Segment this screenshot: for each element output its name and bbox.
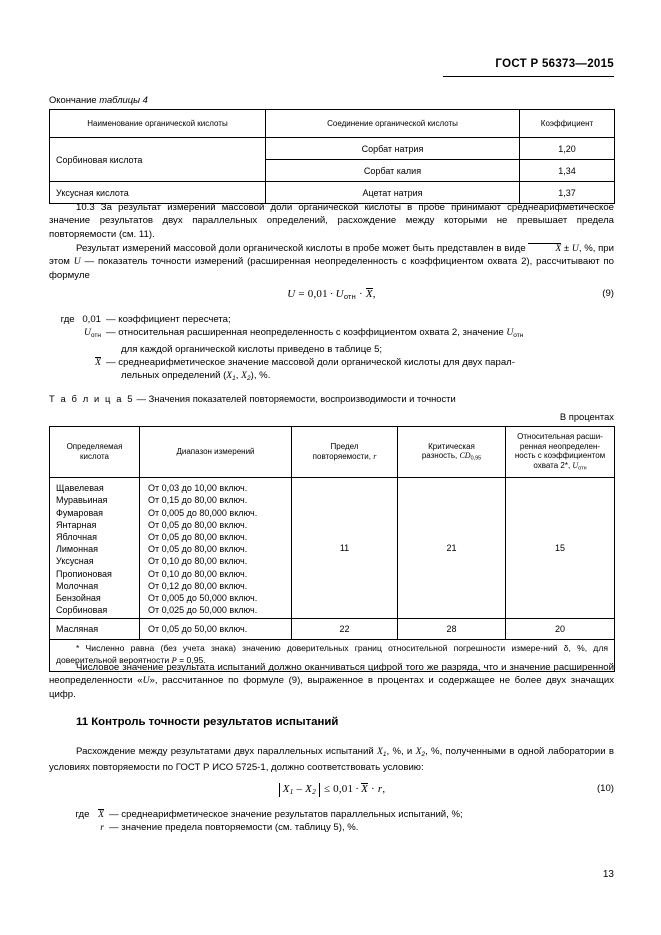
where-dash-1: —: [106, 327, 116, 339]
footnote-star: *: [76, 643, 80, 654]
formula-9-row: [49, 288, 614, 301]
where-cont-1: для каждой органической кислоты приведено в таблице 5;: [121, 343, 383, 355]
table-5-acid-2: Фумаровая: [56, 507, 104, 518]
table-5-caption: [49, 393, 614, 405]
table-5-range-group-1: [140, 478, 292, 619]
where-value-1: [106, 326, 614, 342]
where-block-9: [49, 313, 614, 386]
where-row-0: [49, 313, 614, 326]
s11-x2-sub: 2: [421, 750, 426, 758]
table-5-header-urel-l1: Относительная расши-: [517, 431, 603, 441]
table-5-acid-8: Молочная: [56, 580, 99, 591]
table-5-header-acid: [50, 426, 140, 477]
p2-text-d: — показатель точности измерений (расширенная неопределенность с коэффициентом охвата 2), рассчитывают по формуле: [49, 256, 614, 281]
s11-x2: X: [415, 746, 422, 757]
p2-text-b: ±: [561, 242, 572, 254]
header-rule: [443, 76, 614, 77]
table-4-header-cell-compound: Соединение органической кислоты: [266, 110, 520, 138]
where-sep: ,: [235, 370, 242, 382]
table-4-cell-name-2: Уксусная кислота: [50, 182, 266, 204]
where-key-2-xbar: X: [95, 357, 101, 369]
formula-10-x1: X: [282, 783, 290, 795]
where-x2-sub: 2: [247, 375, 251, 383]
table-5-range-group-2: От 0,05 до 50,00 включ.: [140, 619, 292, 640]
formula-10-rel: ≤ 0,01: [321, 783, 354, 795]
formula-10-x-bar: X: [361, 783, 368, 795]
table-4-cell-compound-0: Сорбат натрия: [266, 138, 520, 160]
where-key-1-wrap: [49, 326, 106, 342]
formula-10-minus: –: [293, 783, 306, 795]
where-text-1a: относительная расширенная неопределенность с коэффициентом охвата 2, значение: [118, 327, 507, 339]
formula-9-lhs: U: [287, 288, 296, 300]
table-5-header-limit: [292, 426, 398, 477]
table-5-range-9: От 0,005 до 50,000 включ.: [148, 592, 258, 603]
table-5-header-critdiff-l1: Критическая: [428, 441, 475, 451]
where-row-2: [49, 356, 614, 369]
table-5-header-critdiff-l2: разность, $CD_{0,95}$: [421, 451, 482, 462]
after-table-5-text-a: Числовое значение результата испытаний должно оканчиваться цифрой того же разряда, что и значение расширенной неопределенности «: [49, 662, 614, 687]
formula-10-number: (10): [596, 783, 614, 794]
running-header: ГОСТ Р 56373—2015: [495, 58, 614, 70]
where-text-2c: ), %.: [250, 370, 271, 382]
table-5-acid-10: Сорбиновая: [56, 605, 108, 616]
table-5-header-urel: [506, 426, 615, 477]
where-text-2b: лельных определений (: [121, 370, 227, 382]
table-4-cell-compound-2: Ацетат натрия: [266, 182, 520, 204]
where-text-0: коэффициент пересчета;: [118, 314, 231, 325]
page-content: [49, 0, 614, 935]
table-4-cell-compound-1: Сорбат калия: [266, 160, 520, 182]
table-5-range-2: От 0,005 до 80,000 включ.: [148, 507, 258, 518]
u-symbol-2: U: [73, 256, 81, 268]
formula-10-x1-sub: 1: [289, 787, 294, 797]
table-5: [49, 426, 615, 672]
table-5-header-urel-l3: ность с коэффициентом: [514, 451, 606, 461]
table-5-header-limit-var: r: [373, 451, 377, 461]
table-5-header-critdiff-var: CD: [459, 451, 471, 461]
formula-10-abs: [279, 783, 320, 797]
where-text-1-var: U: [506, 327, 514, 339]
s11-x1-sub: 1: [382, 750, 387, 758]
formula-10-row: [49, 783, 614, 797]
formula-10-x2-sub: 2: [312, 787, 317, 797]
table-5-header-critdiff-sub: 0,95: [470, 455, 482, 462]
clause-10-3-paragraph-2: [49, 242, 614, 282]
table-5-header-acid-l2: кислота: [79, 451, 110, 461]
formula-9-eq: = 0,01: [295, 288, 328, 300]
table-row: [50, 478, 615, 619]
x-bar-symbol: X: [528, 243, 561, 254]
section-11-heading: 11 Контроль точности результатов испытаний: [76, 716, 339, 728]
where-text-1-sub: отн: [513, 332, 524, 340]
where-10-intro-label: где: [75, 809, 90, 820]
table-5-acid-7: Пропионовая: [56, 568, 112, 579]
table-4-header-row: [50, 110, 615, 138]
where-row-1: [49, 326, 614, 342]
formula-9-body: [49, 288, 614, 301]
where-10-value-1: [109, 821, 614, 834]
table-4-cell-coef-0: 1,20: [520, 138, 615, 160]
footnote-text-a: Численно равна (без учета знака) значению доверительных границ относительной погрешности измере-: [79, 643, 544, 654]
table-4-header-cell-name: Наименование органической кислоты: [50, 110, 266, 138]
table-4-caption-italic: таблицы 4: [99, 94, 148, 105]
where-key-1-var: U: [83, 327, 91, 339]
formula-9-number: (9): [602, 288, 614, 299]
table-5-range-1: От 0,15 до 80,00 включ.: [148, 495, 248, 506]
table-4-cell-name-0: Сорбиновая кислота: [50, 138, 266, 182]
table-5-limit-group-2: 22: [292, 619, 398, 640]
where-10-text-1: значение предела повторяемости (см. таблицу 5), %.: [121, 822, 359, 834]
table-5-header-urel-sub: отн: [578, 465, 587, 472]
s11-x1: X: [376, 746, 383, 757]
table-5-urel-group-1: 15: [506, 478, 615, 619]
table-5-acid-group-2: Масляная: [50, 619, 140, 640]
table-5-range-3: От 0,05 до 80,00 включ.: [148, 519, 248, 530]
footnote-text-b: ний δ, %, для доверительной вероятности: [56, 643, 608, 665]
where-10-dash-1: —: [109, 822, 119, 834]
where-value-0: [106, 313, 614, 326]
where-intro-9: [49, 313, 106, 326]
formula-9-dot-2: ·: [358, 288, 363, 300]
table-5-range-7: От 0,10 до 80,00 включ.: [148, 568, 248, 579]
where-10-text-0: среднеарифметическое значение результатов параллельных испытаний, %;: [121, 809, 463, 820]
formula-9-u-rel-sub: отн: [343, 292, 356, 302]
formula-10-dot-2: ·: [371, 783, 375, 795]
p2-text-c: , %, при этом: [49, 242, 614, 268]
table-4-caption: [49, 94, 148, 106]
formula-10-r: r: [377, 783, 383, 795]
formula-10-comma: ,: [382, 783, 386, 795]
table-5-header-urel-l4: охвата 2*, $U_{отн}$: [533, 461, 587, 472]
s11-text-c: , %, полученными в одной лаборатории в условиях повторяемости по ГОСТ Р ИСО 5725-1, должно соответствовать условию:: [49, 746, 614, 774]
table-4-header-cell-coef: Коэффициент: [520, 110, 615, 138]
clause-10-3-paragraph-1: 10.3 За результат измерений массовой доли органической кислоты в пробе принимают среднеарифметическое значение результатов двух параллельных определений, расхождение между которыми не превышает предела повторяемости (см. 11).: [49, 202, 614, 240]
formula-9-u-rel: U: [335, 288, 344, 300]
formula-9-dot-1: ·: [329, 288, 334, 300]
table-5-caption-text: — Значения показателей повторяемости, воспроизводимости и точности: [134, 393, 456, 404]
table-5-acid-6: Уксусная: [56, 556, 94, 567]
where-block-10: [49, 808, 614, 835]
table-5-range-8: От 0,12 до 80,00 включ.: [148, 580, 248, 591]
where-dash-0: —: [106, 314, 116, 325]
where-10-row-0: [49, 808, 614, 821]
page-number: 13: [602, 869, 614, 880]
table-5-urel-group-2: 20: [506, 619, 615, 640]
table-5-header-critdiff: [398, 426, 506, 477]
where-text-2a: среднеарифметическое значение массовой доли органической кислоты для двух парал-: [118, 357, 515, 369]
where-key-0: 0,01: [82, 314, 101, 325]
table-5-header-range: Диапазон измерений: [140, 426, 292, 477]
after-table-5-paragraph: [49, 661, 614, 701]
formula-9-comma: ,: [372, 288, 376, 300]
after-table-5-text-b: », рассчитанное по формуле (9), выраженное в процентах и содержащее не более двух значащих цифр.: [49, 675, 614, 700]
table-5-acid-4: Яблочная: [56, 531, 97, 542]
table-4-cell-coef-1: 1,34: [520, 160, 615, 182]
table-5-header-limit-l2: повторяемости, r: [312, 451, 377, 461]
table-5-caption-label: Т а б л и ц а 5: [49, 393, 135, 404]
table-5-range-4: От 0,05 до 80,00 включ.: [148, 531, 248, 542]
where-dash-2: —: [106, 357, 116, 369]
table-5-range-10: От 0,025 до 50,000 включ.: [148, 605, 258, 616]
table-5-header-limit-l1: Предел: [330, 442, 359, 452]
s11-text-b: , %, и: [386, 746, 416, 757]
where-x2: X: [241, 370, 248, 382]
where-10-intro: [49, 808, 109, 821]
where-10-row-1: [49, 821, 614, 834]
where-10-value-0: [109, 808, 614, 821]
table-4-caption-prefix: Окончание: [49, 94, 100, 105]
table-5-header-acid-l1: Определяемая: [66, 442, 123, 452]
where-key-1-sub: отн: [90, 332, 101, 340]
table-5-block: [49, 393, 614, 672]
s11-text-a: Расхождение между результатами двух параллельных испытаний: [76, 746, 377, 757]
u-symbol: U: [571, 242, 579, 254]
formula-10-x2: X: [305, 783, 313, 795]
formula-10-dot-1: ·: [355, 783, 360, 795]
table-5-acid-3: Янтарная: [56, 519, 97, 530]
table-5-critdiff-group-2: 28: [398, 619, 506, 640]
table-5-header-urel-l2: ренная неопределен-: [519, 441, 601, 451]
p2-text-a: Результат измерений массовой доли органической кислоты в пробе может быть представлен в виде: [76, 242, 529, 254]
where-10-key-1: r: [100, 822, 104, 834]
section-11-paragraph-1: [49, 745, 614, 775]
where-value-2: [106, 356, 614, 369]
table-5-limit-group-1: 11: [292, 478, 398, 619]
table-5-acid-9: Бензойная: [56, 592, 101, 603]
table-4-wrapper: [49, 109, 614, 204]
table-5-acid-group-1: [50, 478, 140, 619]
table-row: [50, 138, 615, 160]
table-5-acid-1: Муравьиная: [56, 495, 108, 506]
table-5-critdiff-group-1: 21: [398, 478, 506, 619]
formula-10-body: [49, 783, 614, 797]
footnote-p-var: P: [171, 654, 177, 665]
where-10-dash-0: —: [109, 809, 119, 820]
where-10-key-0: X: [98, 809, 104, 820]
table-5-header-urel-var: U: [572, 461, 579, 470]
table-4-cell-coef-2: 1,37: [520, 182, 615, 204]
table-5-range-6: От 0,10 до 80,00 включ.: [148, 556, 248, 567]
where-10-key-1-wrap: [49, 821, 109, 834]
where-x1-sub: 1: [232, 375, 236, 383]
table-5-header-row: [50, 426, 615, 477]
formula-9-x-bar: X: [365, 288, 373, 300]
where-cont-2: [49, 369, 614, 385]
table-row: [50, 619, 615, 640]
where-key-2-wrap: [49, 356, 106, 369]
table-4: [49, 109, 615, 204]
where-intro-label: где: [60, 314, 75, 325]
table-5-range-0: От 0,03 до 10,00 включ.: [148, 483, 248, 494]
table-5-acid-5: Лимонная: [56, 544, 98, 555]
where-x1: X: [226, 370, 233, 382]
clause-10-3-block: [49, 201, 614, 282]
table-5-acid-0: Щавелевая: [56, 483, 104, 494]
footnote-text-c: = 0,95.: [176, 654, 206, 665]
table-5-units-note: В процентах: [559, 410, 614, 422]
after-table-5-u-var: U: [142, 675, 150, 687]
table-5-range-5: От 0,05 до 80,00 включ.: [148, 544, 248, 555]
